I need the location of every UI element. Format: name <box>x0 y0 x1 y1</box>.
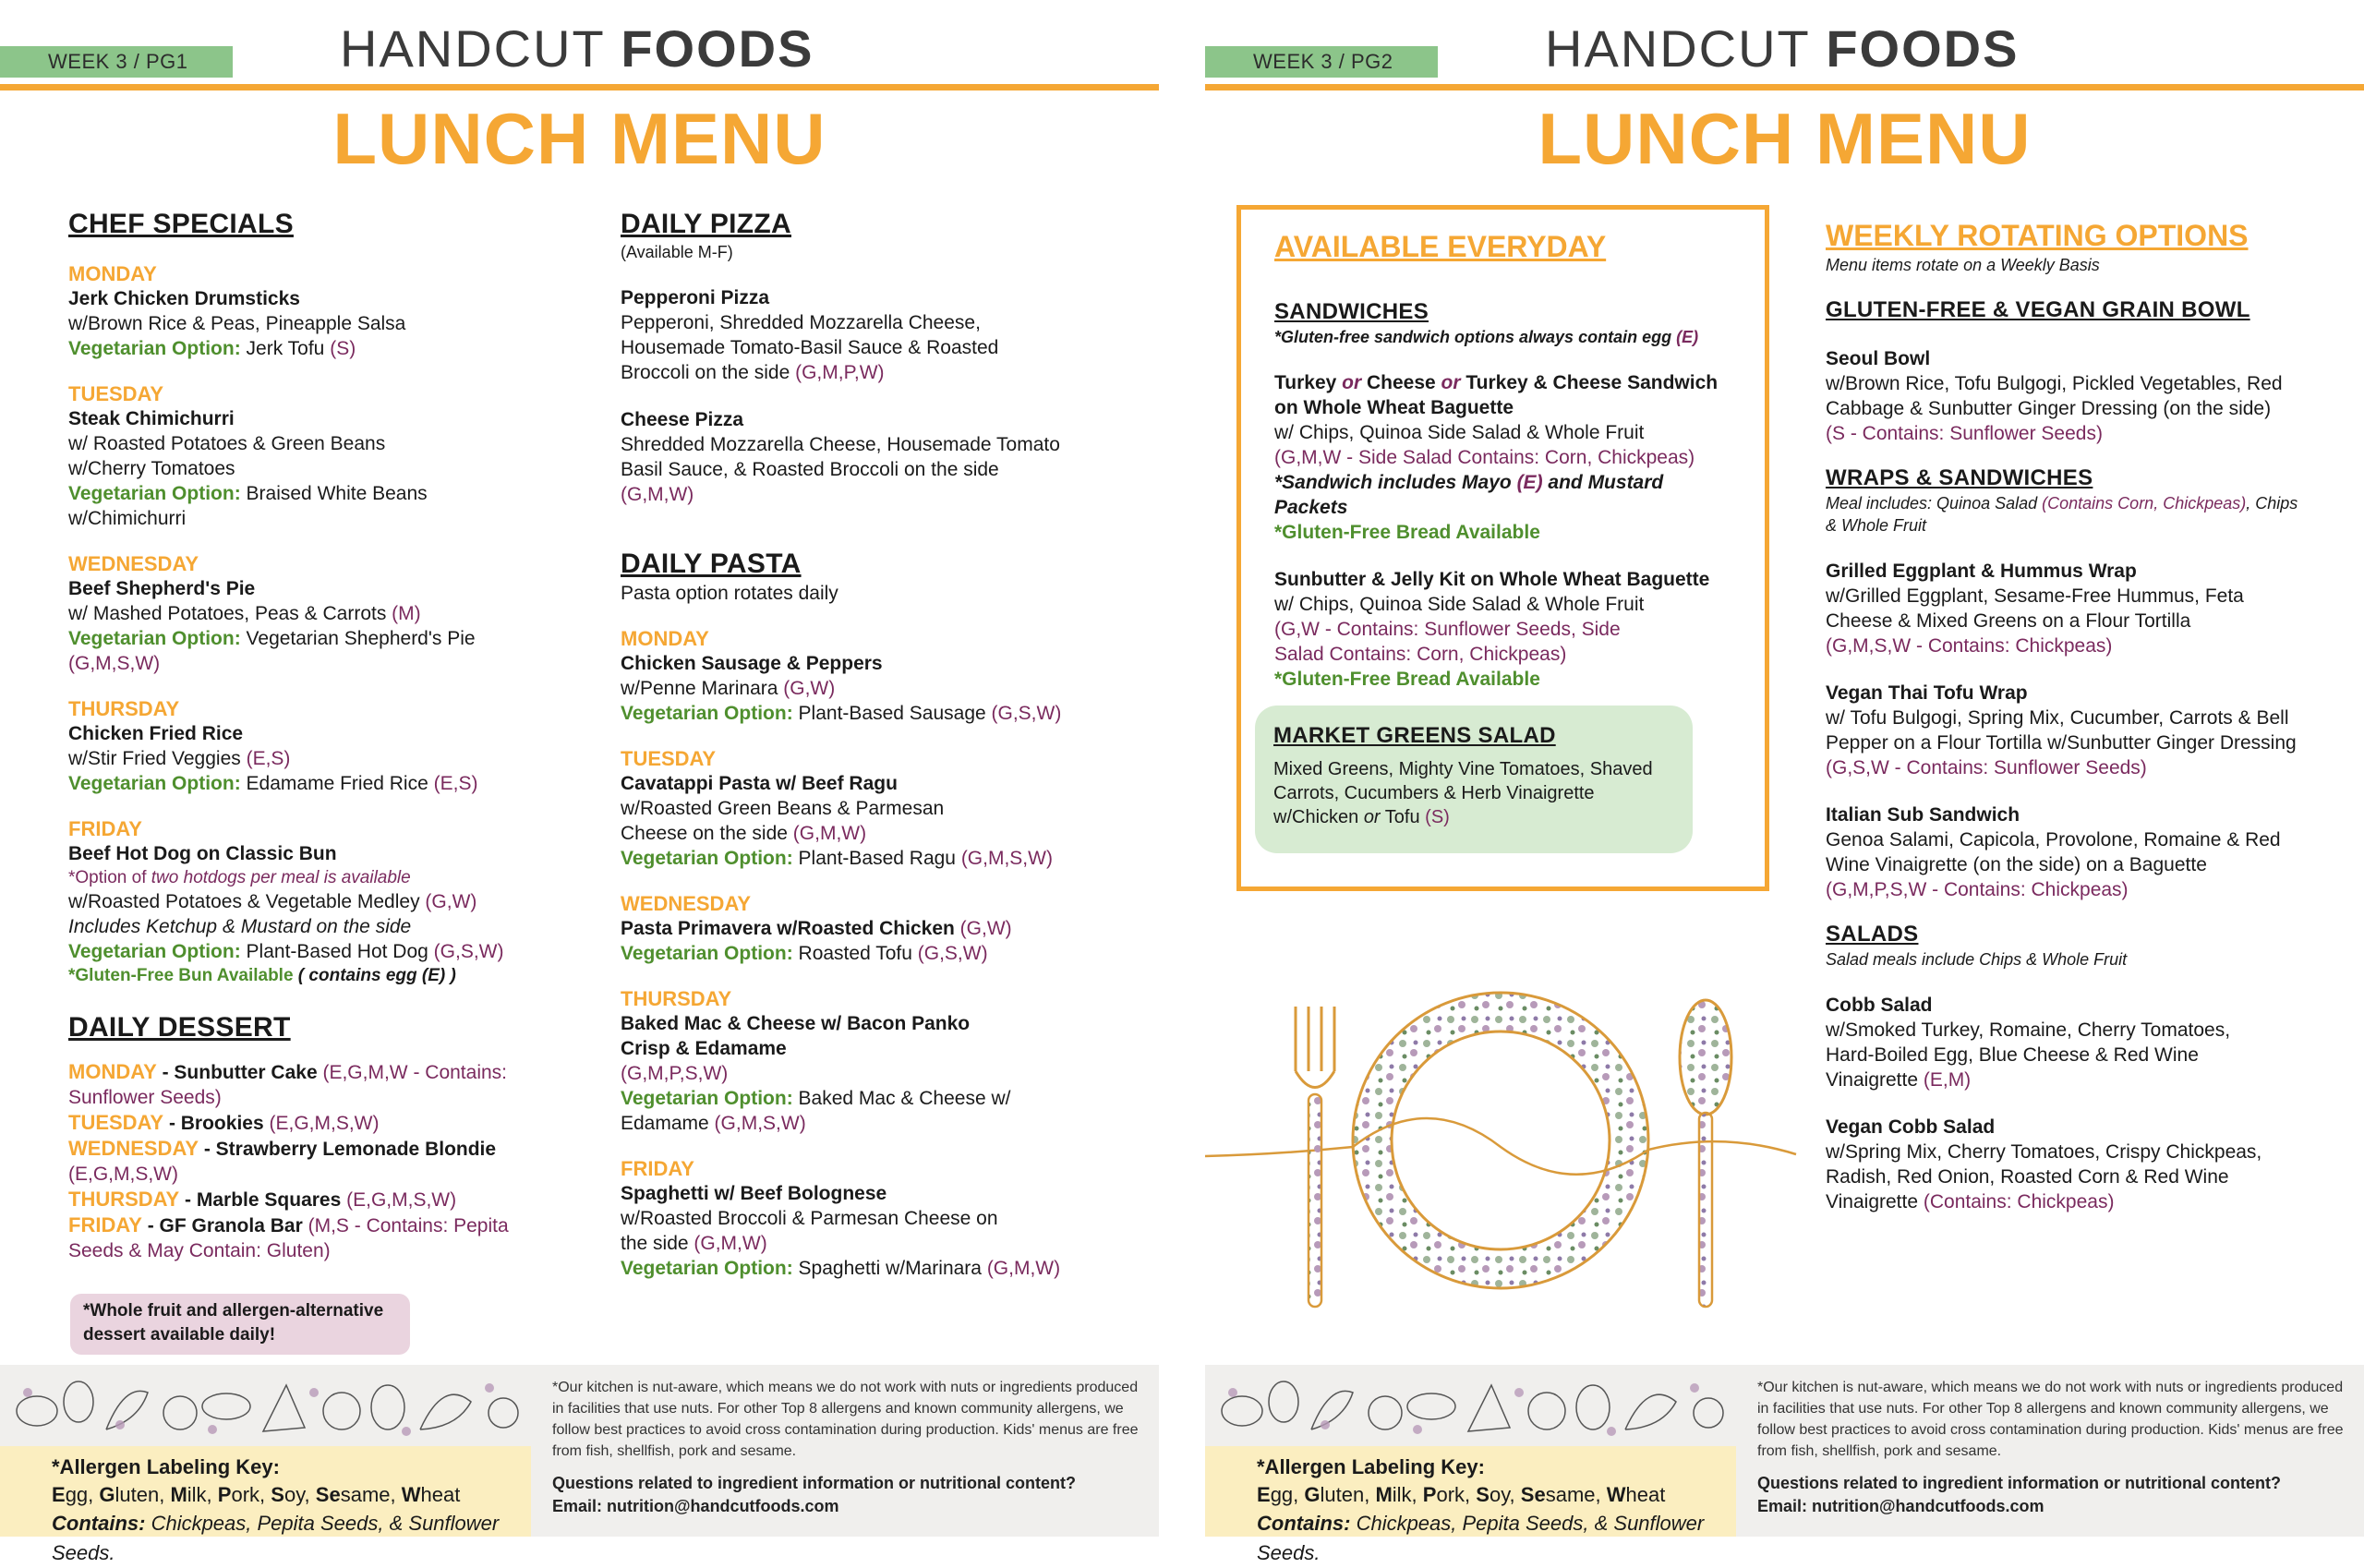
item-name: Jerk Chicken Drumsticks <box>68 288 300 309</box>
section-title-daily-pasta: DAILY PASTA <box>621 549 802 579</box>
section-title-grain-bowl: GLUTEN-FREE & VEGAN GRAIN BOWL <box>1826 297 2250 322</box>
item-name: Italian Sub Sandwich <box>1826 804 2020 826</box>
item-desc: w/ Mashed Potatoes, Peas & Carrots (M) <box>68 603 421 624</box>
veg-option: Vegetarian Option: Jerk Tofu (S) <box>68 338 356 359</box>
veg-option: Vegetarian Option: Baked Mac & Cheese w/ Edamame (G,M,S,W) <box>621 1088 1011 1134</box>
pizza-item <box>621 407 1119 507</box>
bowl-item <box>1826 346 2343 446</box>
item-allergens: (G,M,S,W - Contains: Chickpeas) <box>1826 635 2113 657</box>
item-allergens: (G,S,W - Contains: Sunflower Seeds) <box>1826 757 2147 778</box>
day-label: MONDAY <box>68 262 157 285</box>
item-desc: Pepperoni, Shredded Mozzarella Cheese, Housemade Tomato-Basil Sauce & Roasted Broccoli on the side (G,M,P,W) <box>621 312 999 383</box>
section-subtitle: (Available M-F) <box>621 243 733 261</box>
sandwich-item <box>1274 567 1736 692</box>
contact-info <box>552 1472 1143 1518</box>
pasta-day-friday <box>621 1156 1119 1281</box>
item-name: Beef Shepherd's Pie <box>68 578 256 599</box>
section-title-wraps: WRAPS & SANDWICHES <box>1826 465 2093 490</box>
dessert-list <box>68 1059 530 1263</box>
veg-option: Vegetarian Option: Roasted Tofu (G,S,W) <box>621 943 988 964</box>
vegetable-illustration <box>1205 1374 1736 1443</box>
section-title-salads: SALADS <box>1826 922 1919 947</box>
item-name: Vegan Thai Tofu Wrap <box>1826 682 2028 704</box>
day-label: FRIDAY <box>621 1157 694 1180</box>
weekly-rotating-column <box>1826 217 2343 1214</box>
chef-day-monday <box>68 261 567 361</box>
day-label: TUESDAY <box>68 382 164 405</box>
item-desc: w/Spring Mix, Cherry Tomatoes, Crispy Chickpeas, Radish, Red Onion, Roasted Corn & Red Wine Vinaigrette (Contains: Chickpeas) <box>1826 1141 2262 1212</box>
wraps-note: Meal includes: Quinoa Salad (Contains Corn, Chickpeas), Chips & Whole Fruit <box>1826 494 2298 535</box>
brand-word-foods: FOODS <box>1826 19 2020 78</box>
sandwiches-note: *Gluten-free sandwich options always contain egg (E) <box>1274 328 1699 346</box>
pasta-day-tuesday <box>621 746 1119 871</box>
section-title-chef-specials: CHEF SPECIALS <box>68 209 294 239</box>
allergen-key-letters: Egg, Gluten, Milk, Pork, Soy, Sesame, Wheat <box>52 1483 461 1506</box>
item-desc: w/ Roasted Potatoes & Green Beans w/Cherry Tomatoes <box>68 433 386 479</box>
chef-day-wednesday <box>68 551 567 676</box>
dessert-item: FRIDAY - GF Granola Bar (M,S - Contains: Pepita Seeds & May Contain: Gluten) <box>68 1213 509 1261</box>
market-greens-box <box>1255 706 1693 853</box>
item-desc: w/ Tofu Bulgogi, Spring Mix, Cucumber, Carrots & Bell Pepper on a Flour Tortilla w/Sunbutter Ginger Dressing <box>1826 707 2297 754</box>
item-desc: w/Brown Rice & Peas, Pineapple Salsa <box>68 313 406 334</box>
item-name: Pepperoni Pizza <box>621 287 770 308</box>
dessert-item: WEDNESDAY - Strawberry Lemonade Blondie (E,G,M,S,W) <box>68 1137 497 1185</box>
pizza-pasta-column <box>621 208 1119 1281</box>
item-name: Grilled Eggplant & Hummus Wrap <box>1826 561 2137 582</box>
chef-day-friday <box>68 816 567 987</box>
section-subtitle: Menu items rotate on a Weekly Basis <box>1826 256 2100 274</box>
item-name: Steak Chimichurri <box>68 408 235 429</box>
allergen-footer <box>0 1365 1159 1564</box>
section-title-daily-pizza: DAILY PIZZA <box>621 209 791 239</box>
week-tag: WEEK 3 / PG1 <box>0 46 233 78</box>
item-name: Sunbutter & Jelly Kit on Whole Wheat Baguette <box>1274 569 1710 590</box>
pasta-day-wednesday <box>621 891 1119 966</box>
day-label: FRIDAY <box>68 817 142 840</box>
veg-option: Vegetarian Option: Braised White Beans w/Chimichurri <box>68 483 428 529</box>
veg-option: Vegetarian Option: Vegetarian Shepherd's Pie (G,M,S,W) <box>68 628 476 674</box>
includes-note: Includes Ketchup & Mustard on the side <box>68 916 412 937</box>
mayo-note: *Sandwich includes Mayo (E) and Mustard Packets <box>1274 472 1664 518</box>
contact-info <box>1757 1472 2348 1518</box>
header-rule <box>1205 84 2364 90</box>
gluten-free-note: *Gluten-Free Bread Available <box>1274 669 1540 690</box>
day-label: WEDNESDAY <box>68 552 199 575</box>
vegetable-illustration <box>0 1374 531 1443</box>
section-title-sandwiches: SANDWICHES <box>1274 299 1429 324</box>
item-name: Cavatappi Pasta w/ Beef Ragu <box>621 773 898 794</box>
item-name: Chicken Fried Rice <box>68 723 244 744</box>
item-allergens: (G,M,W - Side Salad Contains: Corn, Chickpeas) <box>1274 447 1695 468</box>
veg-option: Vegetarian Option: Plant-Based Sausage (G,S,W) <box>621 703 1062 724</box>
dessert-item: THURSDAY - Marble Squares (E,G,M,S,W) <box>68 1188 457 1211</box>
dessert-item: TUESDAY - Brookies (E,G,M,S,W) <box>68 1111 380 1134</box>
item-desc: w/Grilled Eggplant, Sesame-Free Hummus, Feta Cheese & Mixed Greens on a Flour Tortilla <box>1826 585 2244 632</box>
dessert-item: MONDAY - Sunbutter Cake (E,G,M,W - Contains: Sunflower Seeds) <box>68 1060 507 1108</box>
brand-logo <box>1545 18 2019 78</box>
section-subtitle: Pasta option rotates daily <box>621 583 838 604</box>
item-allergens: (G,W - Contains: Sunflower Seeds, Side Salad Contains: Corn, Chickpeas) <box>1274 619 1621 665</box>
nut-aware-disclaimer: *Our kitchen is nut-aware, which means we do not work with nuts or ingredients produced in facilities that use nuts. For other Top 8 allergens and known community allergens, we follow best practices to avoid cross contamination during production. Kids' menus are free from fish, shellfish, pork and sesame. <box>552 1380 1139 1459</box>
item-desc: w/Penne Marinara (G,W) <box>621 678 836 699</box>
item-name: Turkey or Cheese or Turkey & Cheese Sandwich on Whole Wheat Baguette <box>1274 372 1719 418</box>
contact-question: Questions related to ingredient information or nutritional content? <box>552 1474 1077 1492</box>
item-name: Cobb Salad <box>1826 995 1933 1016</box>
item-name: Spaghetti w/ Beef Bolognese <box>621 1183 887 1204</box>
item-name: Cheese Pizza <box>621 409 744 430</box>
item-name: Chicken Sausage & Peppers <box>621 653 883 674</box>
salads-note: Salad meals include Chips & Whole Fruit <box>1826 950 2128 969</box>
item-name: Pasta Primavera w/Roasted Chicken (G,W) <box>621 918 1012 939</box>
wrap-item <box>1826 681 2343 780</box>
sandwich-item <box>1274 370 1736 545</box>
wrap-item <box>1826 802 2343 902</box>
brand-logo <box>340 18 814 78</box>
item-desc: w/ Chips, Quinoa Side Salad & Whole Fruit <box>1274 594 1645 615</box>
item-desc: w/ Chips, Quinoa Side Salad & Whole Fruit <box>1274 422 1645 443</box>
nut-aware-disclaimer: *Our kitchen is nut-aware, which means we do not work with nuts or ingredients produced in facilities that use nuts. For other Top 8 allergens and known community allergens, we follow best practices to avoid cross contamination during production. Kids' menus are free from fish, shellfish, pork and sesame. <box>1757 1380 2344 1459</box>
contact-email[interactable]: Email: nutrition@handcutfoods.com <box>552 1497 839 1515</box>
brand-word-handcut: HANDCUT <box>340 19 605 78</box>
header-rule <box>0 84 1159 90</box>
chef-day-thursday <box>68 696 567 796</box>
pizza-item <box>621 285 1119 385</box>
day-label: MONDAY <box>621 627 709 650</box>
available-everyday-box <box>1236 205 1769 891</box>
plate-and-cutlery-illustration <box>1205 942 1796 1311</box>
item-desc: w/Stir Fried Veggies (E,S) <box>68 748 291 769</box>
veg-option: Vegetarian Option: Plant-Based Hot Dog (G,S,W) <box>68 941 504 962</box>
item-desc: w/Smoked Turkey, Romaine, Cherry Tomatoes, Hard-Boiled Egg, Blue Cheese & Red Wine Vinaigrette (E,M) <box>1826 1019 2231 1091</box>
day-label: WEDNESDAY <box>621 892 751 915</box>
brand-word-foods: FOODS <box>621 19 814 78</box>
pasta-day-monday <box>621 626 1119 726</box>
item-desc: w/Roasted Green Beans & Parmesan Cheese on the side (G,M,W) <box>621 798 945 844</box>
brand-word-handcut: HANDCUT <box>1545 19 1810 78</box>
item-desc: w/Brown Rice, Tofu Bulgogi, Pickled Vegetables, Red Cabbage & Sunbutter Ginger Dressing (on the side) <box>1826 373 2283 419</box>
item-desc: w/Roasted Broccoli & Parmesan Cheese on the side (G,M,W) <box>621 1208 998 1254</box>
section-title-weekly-rotating: WEEKLY ROTATING OPTIONS <box>1826 219 2249 252</box>
veg-option: Vegetarian Option: Spaghetti w/Marinara (G,M,W) <box>621 1258 1061 1279</box>
menu-page-1 <box>0 0 1159 1564</box>
allergen-contains: Contains: Chickpeas, Pepita Seeds, & Sunflower Seeds. <box>52 1512 500 1564</box>
contact-question: Questions related to ingredient information or nutritional content? <box>1757 1474 2282 1492</box>
gluten-free-note: *Gluten-Free Bun Available ( contains egg (E) ) <box>68 966 456 985</box>
pasta-day-thursday <box>621 986 1119 1136</box>
chef-day-tuesday <box>68 381 567 531</box>
market-greens-desc: Mixed Greens, Mighty Vine Tomatoes, Shaved Carrots, Cucumbers & Herb Vinaigrette w/Chicken or Tofu (S) <box>1273 759 1653 827</box>
item-desc: w/Roasted Potatoes & Vegetable Medley (G,W) <box>68 891 477 912</box>
item-allergens: (S - Contains: Sunflower Seeds) <box>1826 423 2103 444</box>
allergen-key-title: *Allergen Labeling Key: <box>1257 1455 1485 1478</box>
salad-item <box>1826 1115 2343 1214</box>
day-label: THURSDAY <box>621 987 732 1010</box>
item-name: Beef Hot Dog on Classic Bun <box>68 843 337 864</box>
item-desc: Shredded Mozzarella Cheese, Housemade Tomato Basil Sauce, & Roasted Broccoli on the side (G,M,W) <box>621 434 1060 505</box>
section-title-daily-dessert: DAILY DESSERT <box>68 1012 291 1043</box>
item-allergens: (G,M,P,S,W - Contains: Chickpeas) <box>1826 879 2129 900</box>
veg-option: Vegetarian Option: Edamame Fried Rice (E,S) <box>68 773 478 794</box>
sandwiches-block <box>1274 298 1736 692</box>
allergen-key-letters: Egg, Gluten, Milk, Pork, Soy, Sesame, Wheat <box>1257 1483 1666 1506</box>
veg-option: Vegetarian Option: Plant-Based Ragu (G,M,S,W) <box>621 848 1053 869</box>
salad-item <box>1826 993 2343 1092</box>
page-title: LUNCH MENU <box>1538 98 2032 179</box>
section-title-market-greens: MARKET GREENS SALAD <box>1273 723 1556 748</box>
option-note: *Option of two hotdogs per meal is available <box>68 868 411 887</box>
item-desc: Genoa Salami, Capicola, Provolone, Romaine & Red Wine Vinaigrette (on the side) on a Baguette <box>1826 829 2281 875</box>
allergen-key <box>0 1446 531 1564</box>
page-title: LUNCH MENU <box>332 98 826 179</box>
item-name: Seoul Bowl <box>1826 348 1931 369</box>
allergen-key <box>1205 1446 1736 1564</box>
chef-specials-column <box>68 208 567 1263</box>
item-name: Vegan Cobb Salad <box>1826 1116 1996 1138</box>
gluten-free-note: *Gluten-Free Bread Available <box>1274 522 1540 543</box>
item-name: Baked Mac & Cheese w/ Bacon Panko Crisp & Edamame <box>621 1013 971 1059</box>
dessert-note-box: *Whole fruit and allergen-alternative dessert available daily! <box>70 1294 410 1355</box>
contact-email[interactable]: Email: nutrition@handcutfoods.com <box>1757 1497 2044 1515</box>
allergen-contains: Contains: Chickpeas, Pepita Seeds, & Sunflower Seeds. <box>1257 1512 1705 1564</box>
day-label: THURSDAY <box>68 697 180 720</box>
menu-page-2 <box>1205 0 2364 1564</box>
week-tag: WEEK 3 / PG2 <box>1205 46 1438 78</box>
wrap-item <box>1826 559 2343 658</box>
allergen-key-title: *Allergen Labeling Key: <box>52 1455 280 1478</box>
day-label: TUESDAY <box>621 747 717 770</box>
item-allergens: (G,M,P,S,W) <box>621 1063 729 1084</box>
section-title-available-everyday: AVAILABLE EVERYDAY <box>1274 230 1607 263</box>
allergen-footer <box>1205 1365 2364 1564</box>
